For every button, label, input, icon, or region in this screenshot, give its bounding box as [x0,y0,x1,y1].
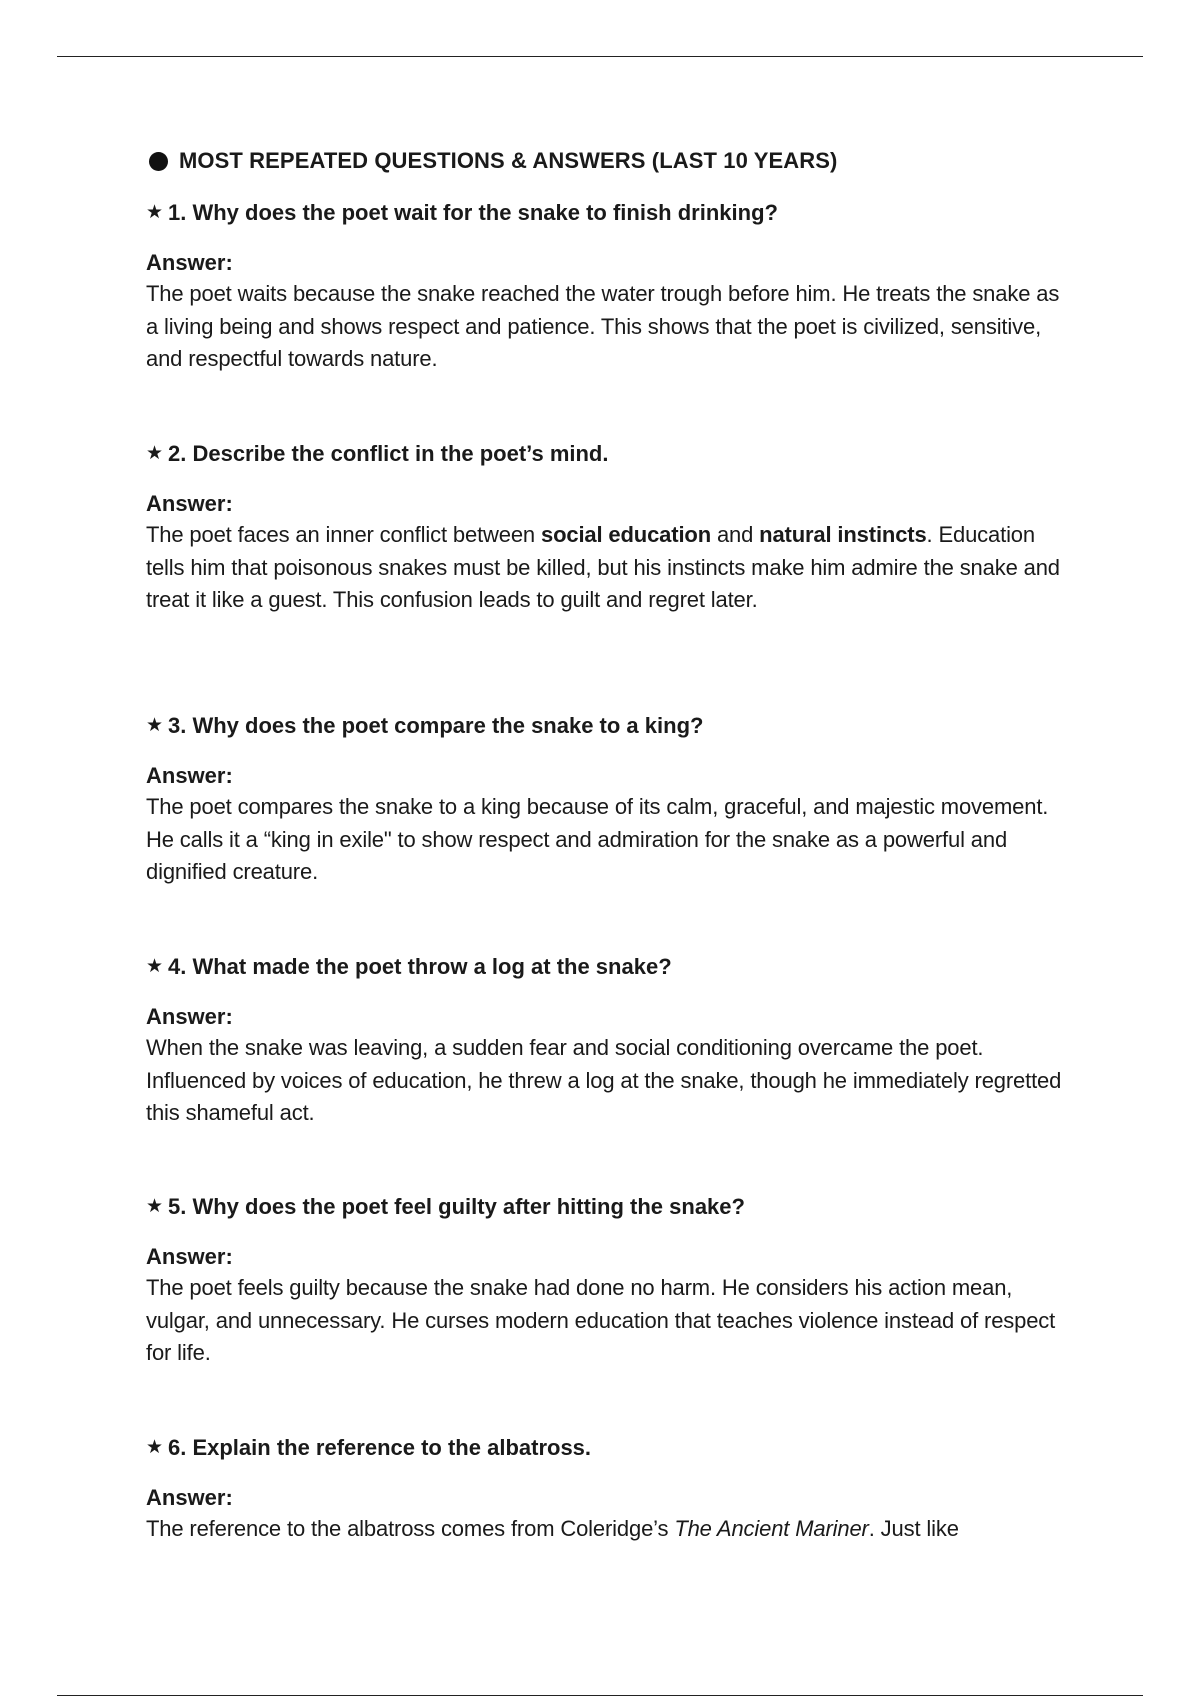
answer-2-part-1: The poet faces an inner conflict between [146,522,541,547]
question-3 [146,711,1066,741]
qa-item-2 [146,439,1066,617]
qa-item-4 [146,952,1066,1130]
question-6 [146,1433,959,1463]
answer-2-part-3: and [710,522,760,547]
star-icon: ★ [146,1196,164,1217]
question-4-text: 4. What made the poet throw a log at the snake? [168,954,672,979]
answer-label: Answer: [146,250,233,275]
answer-4-text: When the snake was leaving, a sudden fear and social conditioning overcame the poet. Influenced by voices of education, he threw a log at the snake, though he immediately regretted this shameful act. [146,1035,1062,1125]
answer-label: Answer: [146,1244,233,1269]
document-body [146,146,1066,1541]
qa-item-5 [146,1192,1066,1370]
section-heading-text: MOST REPEATED QUESTIONS & ANSWERS (LAST 10 YEARS) [179,148,838,173]
question-2-text: 2. Describe the conflict in the poet’s mind. [168,441,609,466]
question-4 [146,952,1066,982]
answer-label: Answer: [146,763,233,788]
star-icon: ★ [146,956,164,977]
answer-6-part-1: The reference to the albatross comes from Coleridge’s [146,1516,675,1541]
star-icon: ★ [146,202,164,223]
section-heading [146,146,1066,176]
answer-5-text: The poet feels guilty because the snake had done no harm. He considers his action mean, vulgar, and unnecessary. He curses modern education that teaches violence instead of respect for life. [146,1275,1056,1365]
answer-3-text: The poet compares the snake to a king because of its calm, graceful, and majestic movement. He calls it a “king in exile" to show respect and admiration for the snake as a powerful and dignified creature. [146,794,1049,884]
question-1 [146,198,1066,228]
answer-2-text [146,519,1066,617]
star-icon: ★ [146,443,164,464]
qa-item-6 [146,1433,959,1546]
bottom-rule [57,1695,1143,1696]
question-6-text: 6. Explain the reference to the albatross. [168,1435,592,1460]
answer-6-text [146,1513,959,1546]
question-5-text: 5. Why does the poet feel guilty after hitting the snake? [168,1194,745,1219]
answer-2-part-5: . Education tells him that poisonous snakes must be killed, but his instincts make him admire the snake and treat it like a guest. This confusion leads to guilt and regret later. [146,522,1060,612]
question-5 [146,1192,1066,1222]
qa-item-3 [146,711,1066,889]
top-rule [57,56,1143,57]
star-icon: ★ [146,1437,164,1458]
answer-1-text: The poet waits because the snake reached the water trough before him. He treats the snake as a living being and shows respect and patience. This shows that the poet is civilized, sensitive, and respectful towards nature. [146,281,1060,371]
star-icon: ★ [146,715,164,736]
answer-2-bold-social-education: social education [541,522,711,547]
answer-6-italic-title: The Ancient Mariner [674,1516,869,1541]
black-circle-icon [149,152,168,171]
question-3-text: 3. Why does the poet compare the snake to a king? [168,713,704,738]
answer-label: Answer: [146,1004,233,1029]
answer-6-part-3: . Just like [868,1516,959,1541]
answer-2-bold-natural-instincts: natural instincts [759,522,927,547]
question-2 [146,439,1066,469]
qa-item-1 [146,198,1066,376]
question-1-text: 1. Why does the poet wait for the snake to finish drinking? [168,200,778,225]
answer-label: Answer: [146,1485,233,1510]
answer-label: Answer: [146,491,233,516]
